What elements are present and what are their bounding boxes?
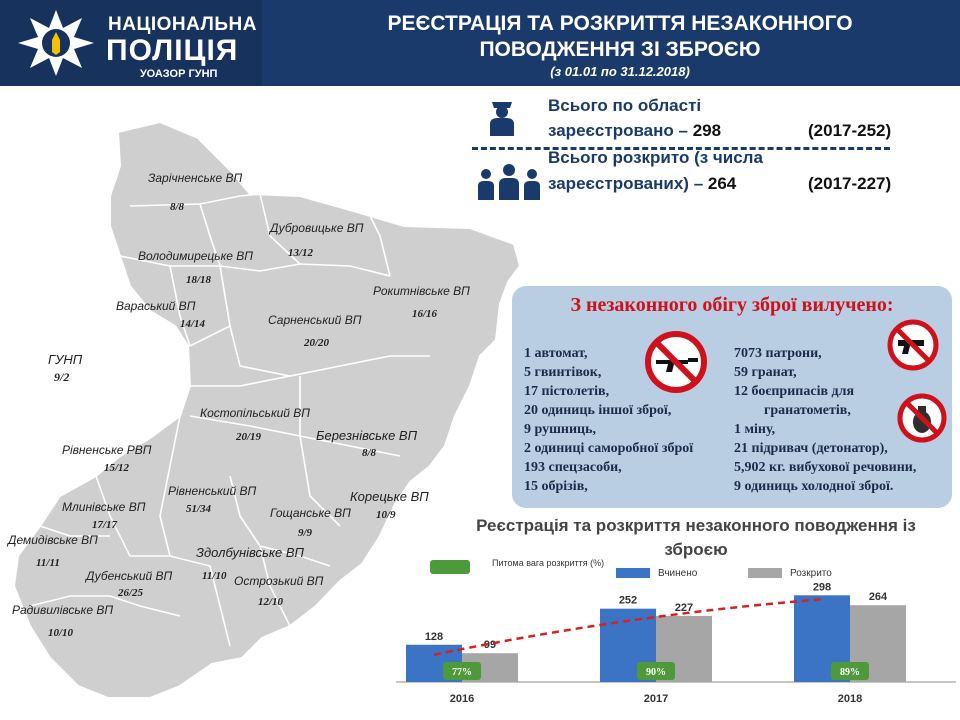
region-value-demydivka: 11/11	[36, 557, 60, 569]
bar-value-label: 264	[868, 591, 888, 604]
region-label-sarny: Сарненський ВП	[268, 313, 362, 327]
brand-line1: НАЦІОНАЛЬНА	[108, 14, 257, 35]
total-solved-text: зареєстрованих) –	[548, 174, 708, 193]
region-label-rivne-vp: Рівненський ВП	[168, 484, 257, 498]
region-value-rokytne: 16/16	[412, 308, 438, 320]
region-value-gunp: 9/2	[54, 370, 70, 384]
region-label-gunp: ГУНП	[48, 352, 83, 367]
total-registered-value: 298	[692, 121, 722, 140]
region-label-rivne-rvp: Рівненське РВП	[62, 443, 152, 457]
header-banner	[0, 0, 960, 86]
region-label-volodymyrets: Володимирецьке ВП	[138, 249, 253, 263]
total-solved-line2	[548, 174, 736, 194]
region-value-kostopil: 20/19	[236, 431, 262, 443]
region-label-hoshcha: Гощанське ВП	[270, 506, 351, 520]
region-label-radyvyliv: Радивилівське ВП	[12, 603, 114, 617]
region-value-korets: 10/9	[376, 509, 396, 521]
chart-title: Реєстрація та розкриття незаконного поводження із зброєю	[476, 516, 916, 559]
seized-item: 9 рушниць,	[524, 422, 597, 437]
region-value-radyvyliv: 10/10	[48, 627, 74, 639]
region-label-zdolbuniv: Здолбунівське ВП	[196, 545, 304, 560]
share-badge-label: 77%	[452, 667, 472, 678]
total-registered-prev: (2017-252)	[808, 121, 892, 140]
total-registered-line1: Всього по області	[548, 96, 702, 115]
seized-item: 17 пістолетів,	[524, 384, 610, 399]
region-label-dubno: Дубенський ВП	[86, 569, 173, 583]
share-badge-label: 90%	[646, 667, 666, 678]
legend-series-swatch	[748, 568, 782, 578]
region-value-sarny: 20/20	[304, 337, 330, 349]
seized-item: 15 обрізів,	[524, 479, 588, 494]
legend-series-label: Розкрито	[790, 568, 832, 579]
police-officer-icon	[486, 96, 518, 138]
seized-item: 7073 патрони,	[734, 346, 822, 361]
total-solved-prev: (2017-227)	[808, 174, 892, 193]
brand-line3: УОАЗОР ГУНП	[140, 68, 218, 80]
region-value-berezne: 8/8	[362, 447, 377, 459]
region-label-dubrovytsia: Дубровицьке ВП	[270, 221, 364, 235]
region-value-varash: 14/14	[180, 318, 206, 330]
region-value-volodymyrets: 18/18	[186, 274, 212, 286]
region-label-zarichne: Зарічненське ВП	[148, 171, 243, 185]
seized-item: 1 автомат,	[524, 346, 588, 361]
brand-line2: ПОЛІЦІЯ	[106, 34, 239, 67]
police-star-icon	[16, 8, 96, 78]
region-value-dubno: 26/25	[118, 587, 144, 599]
region-label-berezne: Березнівське ВП	[316, 428, 417, 443]
no-grenade-icon	[896, 392, 948, 444]
seized-item: 59 гранат,	[734, 365, 797, 380]
no-rifle-icon	[644, 330, 708, 394]
seized-item: 5 гвинтівок,	[524, 365, 602, 380]
police-group-icon	[476, 160, 542, 202]
no-pistol-icon	[886, 318, 940, 372]
total-registered-text: зареєстровано –	[548, 121, 693, 140]
region-label-rokytne: Рокитнівське ВП	[373, 284, 470, 298]
seized-item: 1 міну,	[734, 422, 776, 437]
seized-item: гранатометів,	[764, 403, 851, 418]
seized-item: 193 спецзасоби,	[524, 460, 622, 475]
bar-value-label: 298	[812, 581, 832, 594]
bar-value-label: 252	[618, 594, 638, 607]
region-label-varash: Вараський ВП	[116, 299, 196, 313]
registration-chart	[396, 552, 956, 712]
legend-series-label: Вчинено	[658, 568, 698, 579]
x-tick-label: 2018	[837, 693, 863, 705]
region-value-zarichne: 8/8	[170, 201, 185, 213]
region-label-demydivka: Демидівське ВП	[8, 533, 98, 547]
region-label-kostopil: Костопільський ВП	[200, 406, 310, 420]
legend-series-swatch	[616, 568, 650, 578]
logo-block	[0, 0, 262, 86]
region-value-ostroh: 12/10	[258, 596, 284, 608]
total-solved-line1: Всього розкрито (з числа	[548, 148, 763, 167]
region-value-mlyniv: 17/17	[92, 519, 118, 531]
total-registered-line2	[548, 121, 721, 141]
region-label-ostroh: Острозький ВП	[234, 574, 324, 588]
region-value-dubrovytsia: 13/12	[288, 247, 314, 259]
x-tick-label: 2017	[643, 693, 669, 705]
x-tick-label: 2016	[449, 693, 475, 705]
region-label-mlyniv: Млинівське ВП	[62, 500, 146, 514]
region-value-rivne-rvp: 15/12	[104, 462, 130, 474]
bar-value-label: 227	[674, 601, 694, 614]
region-value-hoshcha: 9/9	[298, 527, 313, 539]
share-badge-label: 89%	[840, 667, 860, 678]
seized-item: 21 підривач (детонатор),	[734, 441, 888, 456]
region-label-korets: Корецьке ВП	[350, 489, 429, 504]
seized-title: З незаконного обігу зброї вилучено:	[570, 294, 894, 316]
legend-share-swatch	[430, 560, 470, 574]
legend-share-label: Питома вага розкриття (%)	[492, 558, 605, 568]
page-title-line1: РЕЄСТРАЦІЯ ТА РОЗКРИТТЯ НЕЗАКОННОГО	[387, 12, 853, 35]
seized-item: 12 боєприпасів для	[734, 384, 855, 399]
region-value-rivne-vp: 51/34	[186, 503, 212, 515]
seized-item: 2 одиниці саморобної зброї	[524, 441, 694, 456]
seized-item: 20 одиниць іншої зброї,	[524, 403, 672, 418]
bar-value-label: 99	[483, 639, 497, 652]
total-solved-value: 264	[707, 174, 737, 193]
period-label: (з 01.01 по 31.12.2018)	[550, 64, 690, 79]
seized-item: 9 одиниць холодної зброї.	[734, 479, 894, 494]
page-title-line2: ПОВОДЖЕННЯ ЗІ ЗБРОЄЮ	[479, 38, 761, 61]
region-value-zdolbuniv: 11/10	[202, 570, 227, 582]
bar-value-label: 128	[424, 630, 444, 643]
seized-item: 5,902 кг. вибухової речовини,	[734, 460, 917, 475]
